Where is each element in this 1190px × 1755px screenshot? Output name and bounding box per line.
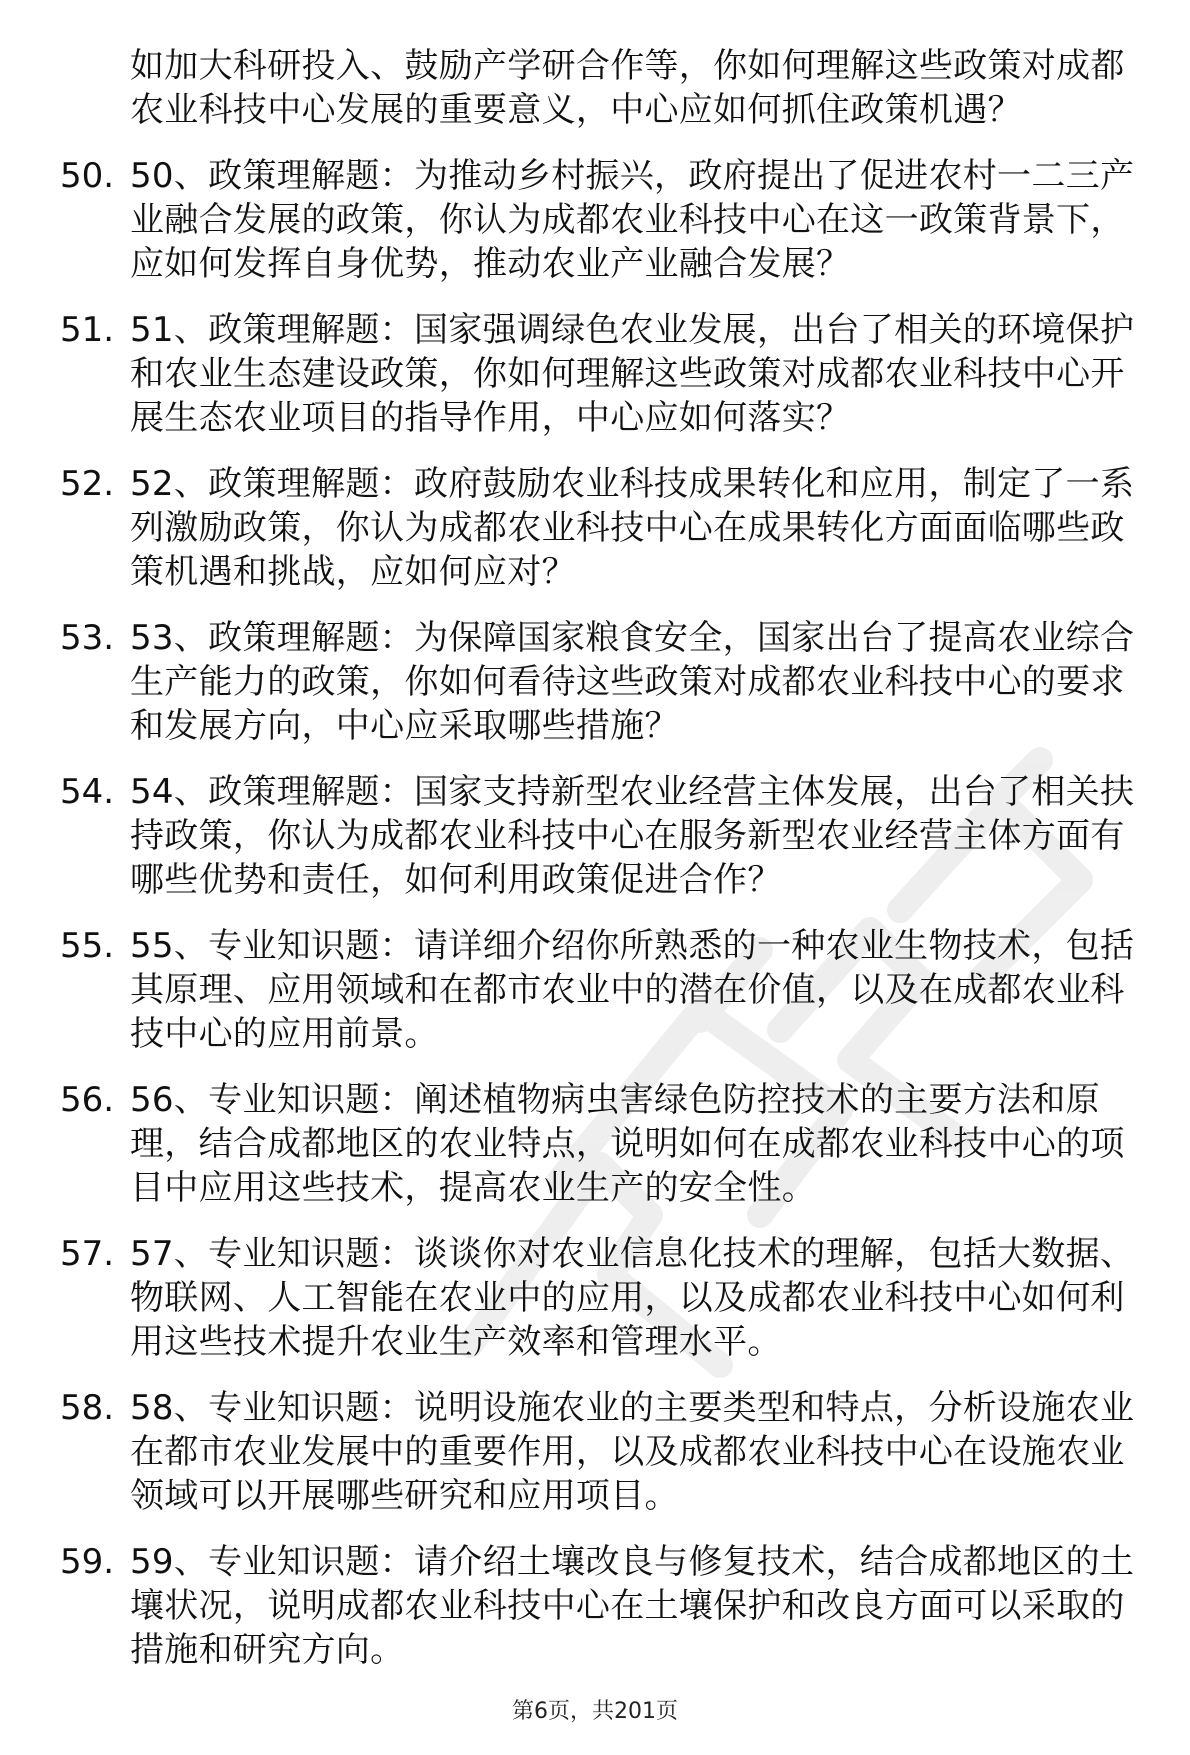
list-item — [60, 308, 1150, 440]
page-footer: 第6页，共201页 — [512, 1699, 678, 1724]
list-item-number: 58. — [60, 1388, 115, 1428]
list-item-number: 50. — [60, 156, 115, 196]
list-item — [60, 770, 1150, 902]
list-item-text: 56、专业知识题：阐述植物病虫害绿色防控技术的主要方法和原理，结合成都地区的农业特点，说明如何在成都农业科技中心的项目中应用这些技术，提高农业生产的安全性。 — [130, 1080, 1125, 1208]
list-item-number: 54. — [60, 772, 115, 812]
list-item-text: 50、政策理解题：为推动乡村振兴，政府提出了促进农村一二三产业融合发展的政策，你认为成都农业科技中心在这一政策背景下，应如何发挥自身优势，推动农业产业融合发展？ — [130, 156, 1135, 284]
list-item-number: 55. — [60, 926, 115, 966]
list-item-text: 54、政策理解题：国家支持新型农业经营主体发展，出台了相关扶持政策，你认为成都农业科技中心在服务新型农业经营主体方面有哪些优势和责任，如何利用政策促进合作？ — [130, 772, 1135, 900]
list-item-number: 51. — [60, 310, 115, 350]
list-item — [60, 1078, 1150, 1210]
list-item-number: 59. — [60, 1542, 115, 1582]
list-item-text: 59、专业知识题：请介绍土壤改良与修复技术，结合成都地区的土壤状况，说明成都农业科技中心在土壤保护和改良方面可以采取的措施和研究方向。 — [130, 1542, 1135, 1670]
list-item — [60, 154, 1150, 286]
list-item — [60, 1540, 1150, 1672]
list-item — [60, 1386, 1150, 1518]
list-item-text: 57、专业知识题：谈谈你对农业信息化技术的理解，包括大数据、物联网、人工智能在农业中的应用，以及成都农业科技中心如何利用这些技术提升农业生产效率和管理水平。 — [130, 1234, 1135, 1362]
list-item-text: 58、专业知识题：说明设施农业的主要类型和特点，分析设施农业在都市农业发展中的重要作用，以及成都农业科技中心在设施农业领域可以开展哪些研究和应用项目。 — [130, 1388, 1135, 1516]
list-item-text: 55、专业知识题：请详细介绍你所熟悉的一种农业生物技术，包括其原理、应用领域和在都市农业中的潜在价值，以及在成都农业科技中心的应用前景。 — [130, 926, 1135, 1054]
list-item-text: 52、政策理解题：政府鼓励农业科技成果转化和应用，制定了一系列激励政策，你认为成都农业科技中心在成果转化方面面临哪些政策机遇和挑战，应如何应对？ — [130, 464, 1135, 592]
list-item-text: 51、政策理解题：国家强调绿色农业发展，出台了相关的环境保护和农业生态建设政策，你如何理解这些政策对成都农业科技中心开展生态农业项目的指导作用，中心应如何落实？ — [130, 310, 1135, 438]
list-item — [60, 1232, 1150, 1364]
continuation-paragraph: 如加大科研投入、鼓励产学研合作等，你如何理解这些政策对成都农业科技中心发展的重要意义，中心应如何抓住政策机遇？ — [130, 46, 1125, 130]
list-item — [60, 924, 1150, 1056]
list-item-number: 57. — [60, 1234, 115, 1274]
document-body — [60, 44, 1150, 1694]
list-item-number: 52. — [60, 464, 115, 504]
list-item-text: 53、政策理解题：为保障国家粮食安全，国家出台了提高农业综合生产能力的政策，你如何看待这些政策对成都农业科技中心的要求和发展方向，中心应采取哪些措施？ — [130, 618, 1135, 746]
list-item-number: 56. — [60, 1080, 115, 1120]
list-item — [60, 462, 1150, 594]
list-item-number: 53. — [60, 618, 115, 658]
list-item — [60, 616, 1150, 748]
